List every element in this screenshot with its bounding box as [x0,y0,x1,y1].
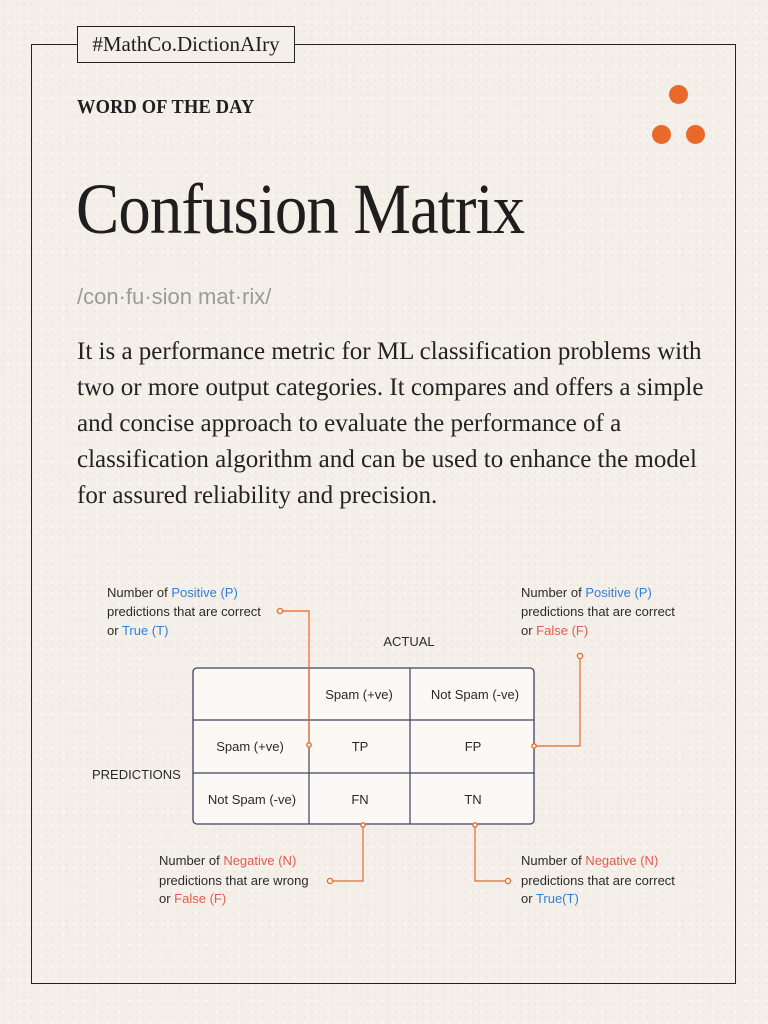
page-title: Confusion Matrix [76,169,525,249]
definition-text: It is a performance metric for ML classification problems with two or more output categories. It compares and offers a simple and concise approach to evaluate the performance of a classification algorithm and can be used to enhance the model for assured reliability and precision. [77,338,704,509]
callout-line: or True(T) [521,891,579,906]
callout-line: or True (T) [107,623,169,638]
row-header-spam: Spam (+ve) [216,739,284,754]
actual-axis-label: ACTUAL [383,634,435,649]
callout-line: or False (F) [159,891,227,906]
callout-line: predictions that are correct [521,873,675,888]
endpoint-tn-cell [473,823,477,827]
callout-false-positive [521,585,675,638]
callout-false-negative [159,853,309,906]
connector-tn [475,825,508,881]
cell-fp: FP [464,739,482,754]
connector-fp [534,656,580,746]
row-header-not-spam: Not Spam (-ve) [207,792,297,807]
col-header-spam: Spam (+ve) [325,687,393,702]
hashtag-label: #MathCo.DictionAIry [77,26,295,63]
col-header-not-spam: Not Spam (-ve) [430,687,520,702]
callout-true-negative [521,853,675,906]
endpoint-fp-cell [532,744,536,748]
callout-line: predictions that are correct [521,604,675,619]
callout-line: predictions that are wrong [159,873,309,888]
endpoint-tp-label [277,608,282,613]
callout-true-positive [107,585,261,638]
cell-tp: TP [351,739,369,754]
callout-line: Number of Positive (P) [521,585,652,600]
word-of-the-day-kicker: WORD OF THE DAY [77,96,255,118]
endpoint-fn-label [327,878,332,883]
connector-fn [330,825,363,881]
cell-fn: FN [351,792,369,807]
cell-tn: TN [464,792,482,807]
predictions-axis-label: PREDICTIONS [92,767,181,782]
callout-line: Number of Negative (N) [159,853,297,868]
callout-line: Number of Negative (N) [521,853,659,868]
callout-line: or False (F) [521,623,589,638]
endpoint-tn-label [505,878,510,883]
pronunciation: /con·fu·sion mat·rix/ [77,284,272,309]
callout-line: predictions that are correct [107,604,261,619]
endpoint-fn-cell [361,823,365,827]
endpoint-tp-cell [307,743,311,747]
callout-line: Number of Positive (P) [107,585,238,600]
endpoint-fp-label [577,653,582,658]
